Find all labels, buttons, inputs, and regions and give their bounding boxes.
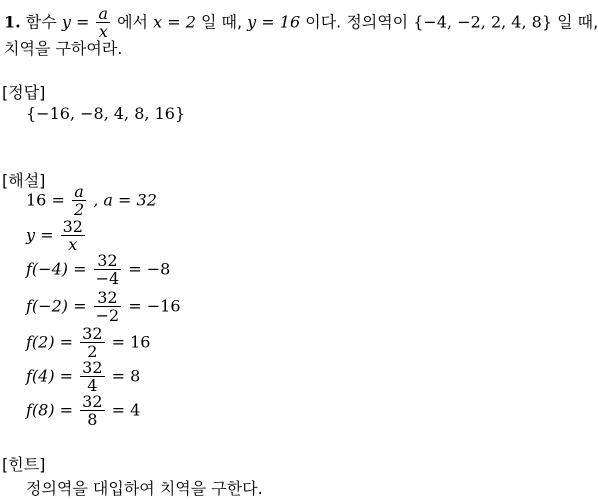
step1-numerator: a bbox=[74, 182, 84, 201]
row-numerator: 32 bbox=[97, 288, 118, 307]
row-denominator: 4 bbox=[80, 376, 104, 394]
problem-number: 1. bbox=[4, 12, 21, 32]
hint-header: [힌트] bbox=[2, 455, 46, 474]
row-rhs: = −16 bbox=[128, 296, 181, 316]
answer-value: {−16, −8, 4, 8, 16} bbox=[26, 104, 186, 123]
row-rhs: = 16 bbox=[111, 332, 151, 352]
function-numerator: a bbox=[98, 4, 108, 23]
row-fraction bbox=[80, 360, 104, 394]
row-denominator: −2 bbox=[95, 306, 120, 325]
domain-set: {−4, −2, 2, 4, 8} bbox=[413, 12, 553, 32]
problem-line-1 bbox=[4, 6, 598, 40]
row-fraction bbox=[94, 290, 122, 324]
step1-lhs: 16 = bbox=[26, 190, 65, 210]
solution-row-1 bbox=[26, 253, 170, 287]
step2-fraction bbox=[61, 219, 85, 253]
condition-y: y = 16 bbox=[247, 12, 301, 32]
row-denominator: 2 bbox=[80, 342, 104, 360]
row-lhs: f(8) = bbox=[26, 400, 74, 420]
row-denominator: −4 bbox=[95, 269, 120, 288]
function-fraction bbox=[96, 6, 110, 40]
row-rhs: = 4 bbox=[111, 400, 141, 420]
solution-row-3 bbox=[26, 326, 150, 360]
problem-text-3: 일 때, bbox=[200, 12, 243, 32]
problem-text-4: 이다. 정의역이 bbox=[305, 12, 409, 32]
solution-row-5 bbox=[26, 394, 140, 428]
function-denominator: x bbox=[96, 22, 110, 40]
problem-text-1: 함수 bbox=[25, 12, 57, 32]
row-rhs: = 8 bbox=[111, 366, 141, 386]
solution-step-2 bbox=[26, 219, 87, 253]
step1-denominator: 2 bbox=[73, 200, 85, 219]
row-fraction bbox=[80, 394, 104, 428]
step2-lhs: y = bbox=[26, 225, 54, 245]
row-numerator: 32 bbox=[97, 251, 118, 270]
step1-fraction bbox=[72, 184, 86, 218]
step1-rhs: , a = 32 bbox=[93, 190, 157, 210]
hint-text: 정의역을 대입하여 치역을 구한다. bbox=[26, 479, 263, 498]
problem-line-2: 치역을 구하여라. bbox=[4, 39, 123, 58]
row-fraction bbox=[94, 253, 122, 287]
row-denominator: 8 bbox=[80, 410, 104, 428]
row-fraction bbox=[80, 326, 104, 360]
problem-text-5: 일 때, bbox=[557, 12, 598, 32]
problem-text-2: 에서 bbox=[117, 12, 148, 32]
row-lhs: f(2) = bbox=[26, 332, 74, 352]
row-lhs: f(4) = bbox=[26, 366, 74, 386]
row-rhs: = −8 bbox=[128, 259, 171, 279]
row-numerator: 32 bbox=[82, 324, 103, 343]
step2-numerator: 32 bbox=[62, 217, 83, 236]
step2-denominator: x bbox=[61, 235, 85, 253]
solution-step-1 bbox=[26, 184, 157, 218]
solution-row-4 bbox=[26, 360, 140, 394]
row-lhs: f(−4) = bbox=[26, 259, 87, 279]
solution-row-2 bbox=[26, 290, 181, 324]
row-numerator: 32 bbox=[82, 358, 103, 377]
condition-x: x = 2 bbox=[153, 12, 196, 32]
answer-header: [정답] bbox=[2, 83, 46, 102]
row-numerator: 32 bbox=[82, 392, 103, 411]
function-lhs: y = bbox=[61, 12, 90, 32]
solution-header: [해설] bbox=[2, 171, 46, 190]
row-lhs: f(−2) = bbox=[26, 296, 87, 316]
